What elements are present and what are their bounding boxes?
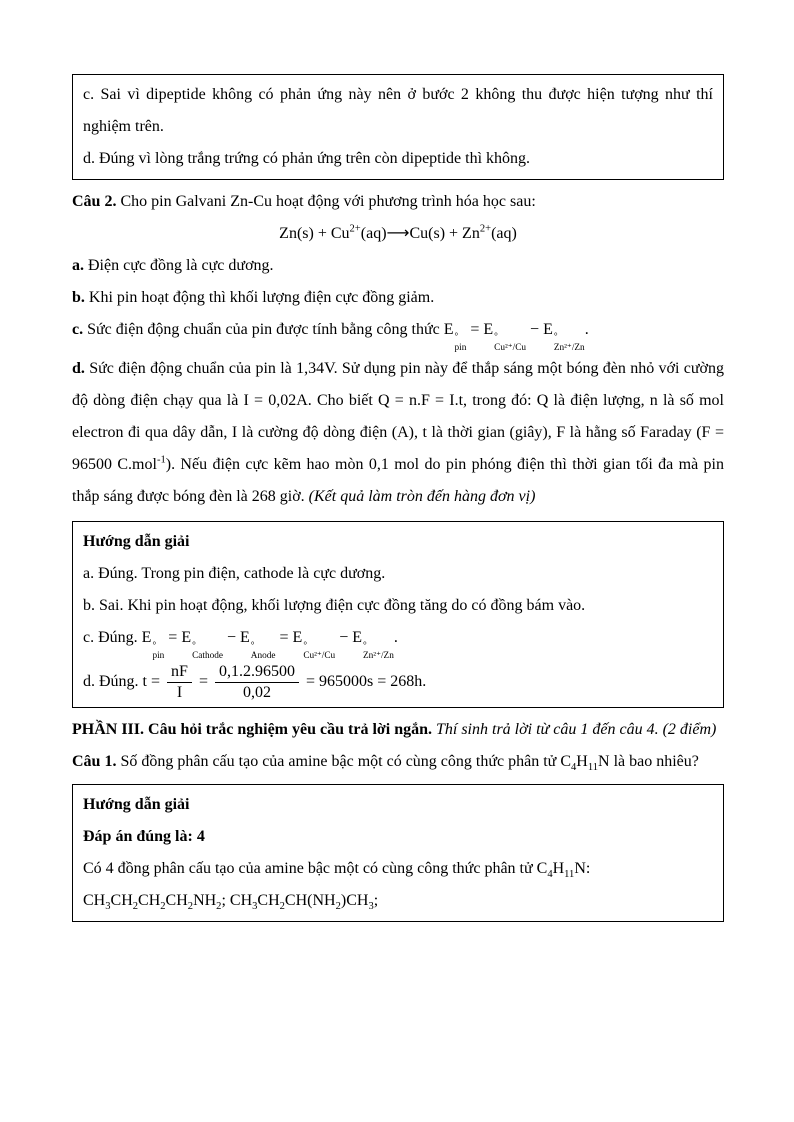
- answer-option-c: c. Sai vì dipeptide không có phản ứng này nên ở bước 2 không thu được hiện tượng như thí nghiệm trên.: [83, 86, 713, 135]
- solution-title: Hướng dẫn giải: [83, 533, 190, 551]
- answer-option-d: d. Đúng vì lòng trắng trứng có phản ứng trên còn dipeptide thì không.: [83, 150, 531, 167]
- statement-b: b. Khi pin hoạt động thì khối lượng điện cực đồng giảm.: [72, 289, 435, 306]
- reaction-equation: $Zn(s) + Cu^{2+}(aq)⟶Cu(s) + Zn^{2+}(aq)$: [279, 223, 517, 242]
- statement-d: d. Sức điện động chuẩn của pin là 1,34V. Sử dụng pin này để thắp sáng một bóng đèn nhỏ với cường độ dòng điện chạy qua là I = 0,02A. Cho biết Q = n.F = I.t, trong đó: Q là điện lượng, n là số mol electron đi qua dây dẫn, I là cường độ dòng điện (A), t là thời gian (giây), F là hằng số Faraday (F = 96500 C.mol$^{-1}$). Nếu điện cực kẽm hao mòn 0,1 mol do pin phóng điện thì thời gian tối đa mà pin thắp sáng được bóng đèn là 268 giờ. (Kết quả làm tròn đến hàng đơn vị): [72, 360, 725, 506]
- solution-box-question-1: [72, 784, 724, 922]
- statement-a: a. Điện cực đồng là cực dương.: [72, 257, 274, 274]
- isomer-count-line: Có 4 đồng phân cấu tạo của amine bậc một có cùng công thức phân tử $C_4H_{11}N$:: [83, 859, 591, 881]
- question-2-intro: Câu 2. Cho pin Galvani Zn-Cu hoạt động với phương trình hóa học sau:: [72, 193, 536, 210]
- answer-box-dipeptide: [72, 74, 724, 180]
- solution-title: Hướng dẫn giải: [83, 795, 190, 813]
- isomer-formulas-line: $CH_3CH_2CH_2CH_2NH_2$; $CH_3CH_2CH(NH_2)CH_3$;: [83, 891, 379, 913]
- statement-c: c. Sức điện động chuẩn của pin được tính bằng công thức E ° pin = E ° Cu²⁺/Cu − E ° Zn²⁺/Zn .: [72, 321, 589, 353]
- solution-line-c: c. Đúng. E ° pin = E ° Cathode − E ° Anode = E ° Cu²⁺/Cu − E ° Zn²⁺/Zn .: [83, 629, 398, 662]
- answer-key: Đáp án đúng là: 4: [83, 827, 205, 845]
- solution-box-question-2: [72, 521, 724, 707]
- solution-line-b: b. Sai. Khi pin hoạt động, khối lượng điện cực đồng tăng do có đồng bám vào.: [83, 597, 586, 615]
- part-3-heading: PHẦN III. Câu hỏi trắc nghiệm yêu cầu trả lời ngắn. Thí sinh trả lời từ câu 1 đến câu 4. (2 điểm): [72, 720, 717, 738]
- question-1: Câu 1. Số đồng phân cấu tạo của amine bậc một có cùng công thức phân tử $C_4H_{11}N$ là bao nhiêu?: [72, 752, 699, 774]
- solution-line-d: d. Đúng. t = $\frac{nF}{I}$ = $\frac{0,1.2.96500}{0,02}$ = 965000s = 268h.: [83, 662, 427, 701]
- solution-line-a: a. Đúng. Trong pin điện, cathode là cực dương.: [83, 565, 386, 583]
